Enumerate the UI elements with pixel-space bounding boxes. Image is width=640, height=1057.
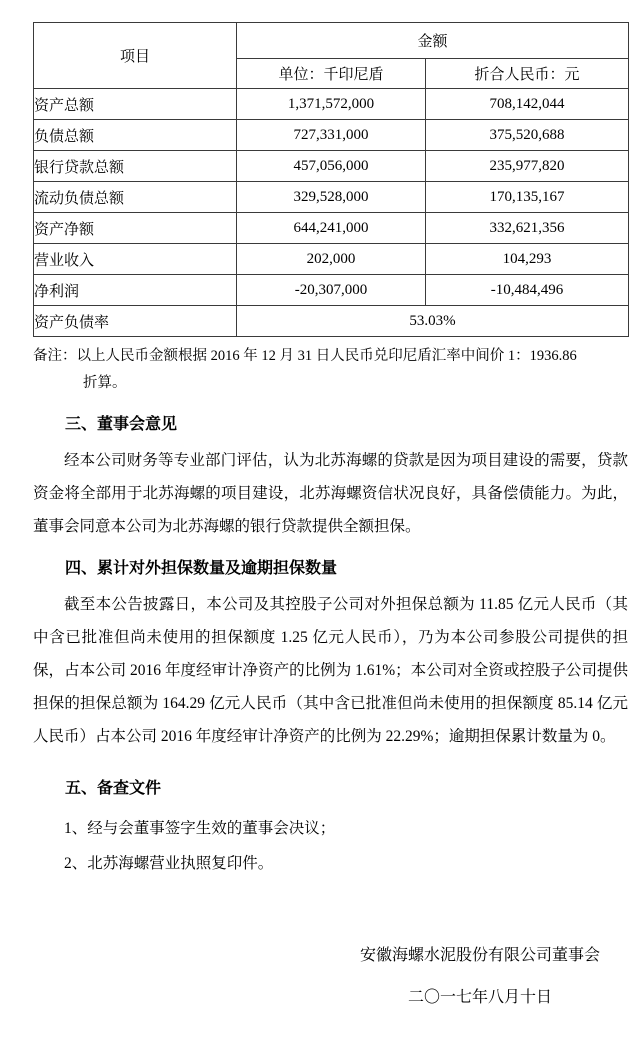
- table-row: [34, 151, 629, 182]
- value-idr: 644,241,000: [237, 213, 426, 244]
- note-line1: 备注：以上人民币金额根据 2016 年 12 月 31 日人民币兑印尼盾汇率中间价 1：1936.86: [33, 348, 577, 364]
- paragraph-guarantee-totals: 截至本公告披露日，本公司及其控股子公司对外担保总额为 11.85 亿元人民币（其中含已批准但尚未使用的担保额度 1.25 亿元人民币），乃为本公司参股公司提供的担保，占本公司 2016 年度经审计净资产的比例为 1.61%；本公司对全资或控股子公司提供担保的担保总额为 164.29 亿元人民币（其中含已批准但尚未使用的担保额度 85.14 亿元人民币）占本公司 2016 年度经审计净资产的比例为 22.29%；逾期担保累计数量为 0。: [33, 596, 628, 745]
- row-label: 净利润: [34, 275, 237, 306]
- value-rmb: 170,135,167: [426, 182, 629, 213]
- table-row-ratio: [34, 306, 629, 337]
- table-row: [34, 213, 629, 244]
- list-item: 1、经与会董事签字生效的董事会决议；: [64, 820, 336, 837]
- row-label: 资产负债率: [34, 306, 237, 337]
- table-row: [34, 182, 629, 213]
- ratio-value: 53.03%: [237, 306, 629, 337]
- section-heading-reference-documents: 五、备查文件: [65, 780, 162, 797]
- table-row: [34, 120, 629, 151]
- table-row: [34, 89, 629, 120]
- table-row: [34, 244, 629, 275]
- value-idr: 329,528,000: [237, 182, 426, 213]
- value-rmb: 708,142,044: [426, 89, 629, 120]
- value-idr: -20,307,000: [237, 275, 426, 306]
- column-header-unit-idr: 单位：千印尼盾: [237, 59, 426, 89]
- note-line2: 折算。: [83, 375, 127, 391]
- row-label: 营业收入: [34, 244, 237, 275]
- column-header-amount: 金额: [237, 23, 629, 59]
- row-label: 负债总额: [34, 120, 237, 151]
- value-rmb: 375,520,688: [426, 120, 629, 151]
- signature-block: [360, 935, 600, 1019]
- reference-documents-list: [33, 811, 628, 881]
- value-idr: 202,000: [237, 244, 426, 275]
- value-idr: 727,331,000: [237, 120, 426, 151]
- column-header-item: 项目: [34, 23, 237, 89]
- value-rmb: 104,293: [426, 244, 629, 275]
- value-rmb: 235,977,820: [426, 151, 629, 182]
- value-rmb: 332,621,356: [426, 213, 629, 244]
- value-idr: 457,056,000: [237, 151, 426, 182]
- section-heading-board-opinion: 三、董事会意见: [65, 416, 178, 433]
- paragraph-board-opinion: 经本公司财务等专业部门评估，认为北苏海螺的贷款是因为项目建设的需要，贷款资金将全部用于北苏海螺的项目建设，北苏海螺资信状况良好，具备偿债能力。为此，董事会同意本公司为北苏海螺的银行贷款提供全额担保。: [33, 452, 628, 535]
- row-label: 银行贷款总额: [34, 151, 237, 182]
- signature-date: 二〇一七年八月十日: [407, 989, 552, 1006]
- column-header-unit-rmb: 折合人民币：元: [426, 59, 629, 89]
- value-rmb: -10,484,496: [426, 275, 629, 306]
- value-idr: 1,371,572,000: [237, 89, 426, 120]
- table-note: [33, 343, 628, 397]
- table-row: [34, 275, 629, 306]
- row-label: 流动负债总额: [34, 182, 237, 213]
- financial-summary-table: [33, 22, 629, 337]
- section-heading-guarantee-totals: 四、累计对外担保数量及逾期担保数量: [65, 560, 338, 577]
- signature-company: 安徽海螺水泥股份有限公司董事会: [359, 947, 600, 964]
- row-label: 资产总额: [34, 89, 237, 120]
- list-item: 2、北苏海螺营业执照复印件。: [64, 855, 274, 872]
- row-label: 资产净额: [34, 213, 237, 244]
